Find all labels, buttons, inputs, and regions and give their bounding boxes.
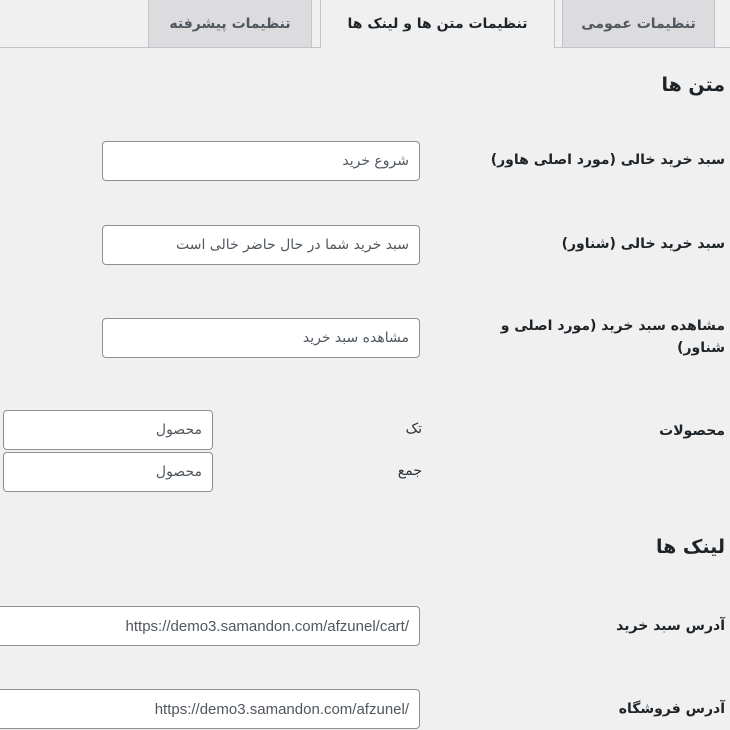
product-singular-input[interactable]	[3, 410, 213, 450]
cart-url-label: آدرس سبد خرید	[616, 618, 725, 634]
tab-label: تنظیمات عمومی	[581, 15, 696, 32]
texts-section-title: متن ها	[661, 74, 725, 96]
empty-cart-floating-label: سبد خرید خالی (شناور)	[561, 236, 725, 252]
tab-texts-links-settings[interactable]	[320, 0, 555, 49]
singular-label: تک	[405, 421, 422, 437]
products-label: محصولات	[659, 423, 725, 439]
view-cart-label: مشاهده سبد خرید (مورد اصلی و شناور)	[500, 318, 725, 356]
tab-label: تنظیمات پیشرفته	[169, 15, 291, 32]
shop-url-input[interactable]	[0, 689, 420, 729]
cart-url-input[interactable]	[0, 606, 420, 646]
tab-advanced-settings[interactable]	[148, 0, 312, 48]
product-plural-input[interactable]	[3, 452, 213, 492]
empty-cart-hover-label: سبد خرید خالی (مورد اصلی هاور)	[490, 152, 725, 168]
empty-cart-floating-input[interactable]	[102, 225, 420, 265]
empty-cart-hover-input[interactable]	[102, 141, 420, 181]
plural-label: جمع	[397, 463, 422, 479]
tab-general-settings[interactable]	[562, 0, 715, 48]
tab-bar	[0, 0, 730, 48]
links-section-title: لینک ها	[655, 536, 725, 558]
tab-label: تنظیمات متن ها و لینک ها	[347, 16, 528, 32]
shop-url-label: آدرس فروشگاه	[618, 701, 725, 717]
view-cart-input[interactable]	[102, 318, 420, 358]
